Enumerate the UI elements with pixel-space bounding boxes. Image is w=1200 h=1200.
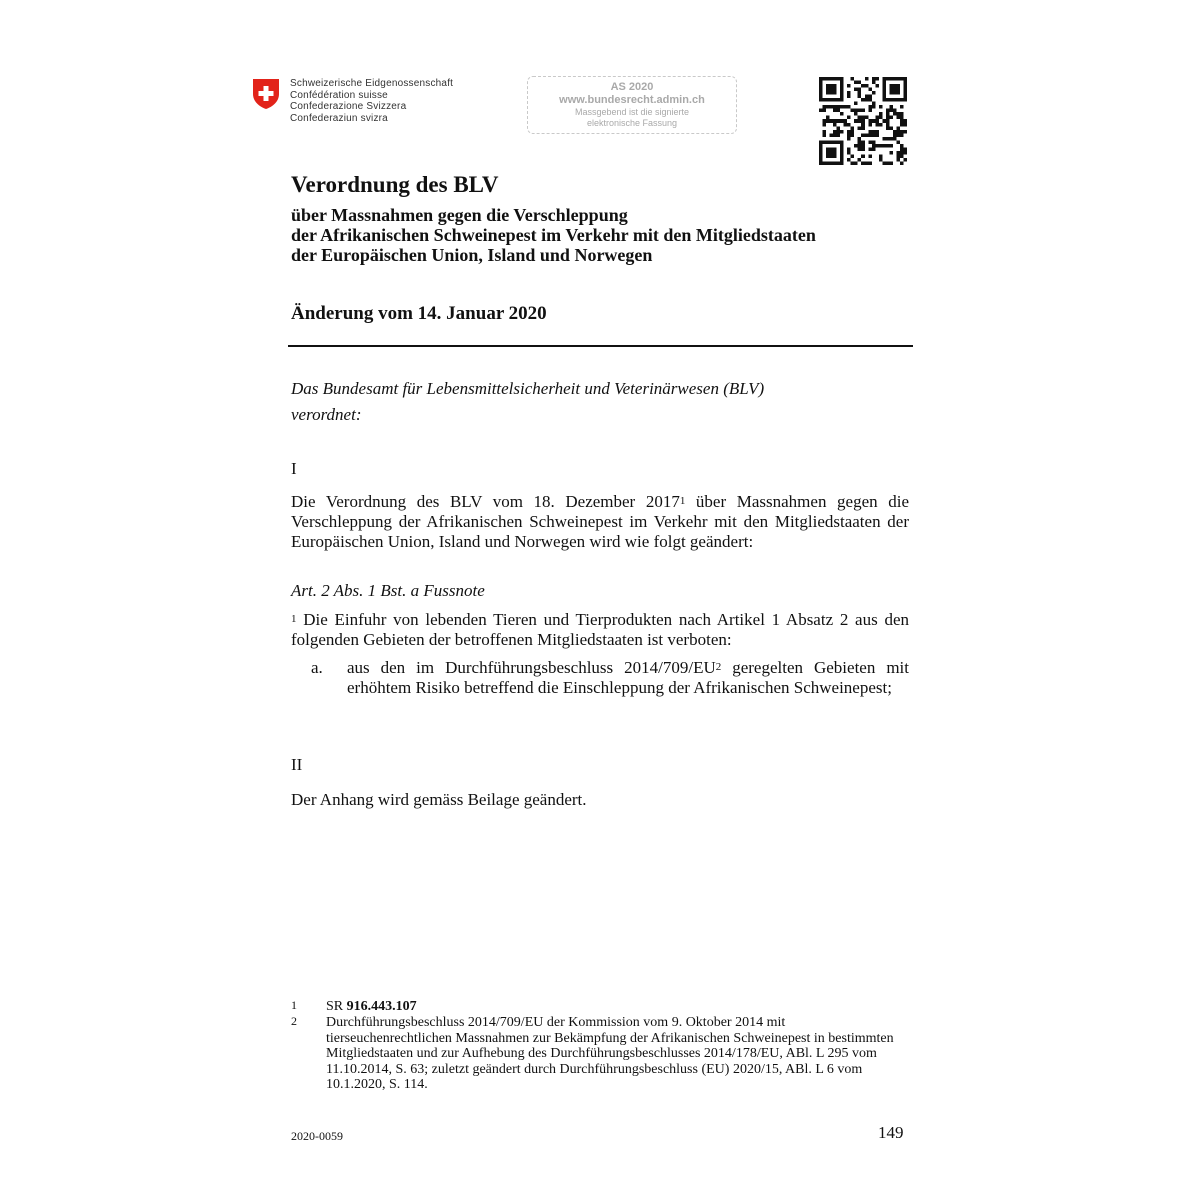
confederation-names (290, 78, 453, 124)
section-numeral-2: II (291, 755, 303, 774)
subtitle-line-2: der Afrikanischen Schweinepest im Verkehr mit den Mitgliedstaaten (291, 225, 816, 245)
footnote-marker-2[interactable]: 2 (715, 661, 722, 673)
subtitle-line-1: über Massnahmen gegen die Verschleppung (291, 205, 628, 225)
stamp-line-1: AS 2020 (610, 81, 654, 93)
subtitle-line-3: der Europäischen Union, Island und Norwegen (291, 245, 653, 265)
section-1-paragraph (291, 492, 909, 552)
footnote-1-sr-number[interactable]: 916.443.107 (346, 999, 417, 1014)
section-1-text-after: über Massnahmen gegen die Verschleppung der Afrikanischen Schweinepest im Verkehr mit den Mitgliedstaaten der Europäischen Union, Island und Norwegen wird wie folgt geändert: (291, 492, 910, 551)
footnote-2-number: 2 (291, 1014, 297, 1028)
article-paragraph-text: Die Einfuhr von lebenden Tieren und Tierprodukten nach Artikel 1 Absatz 2 aus den folgenden Gebieten der betroffenen Mitgliedstaaten ist verboten: (291, 610, 909, 649)
section-numeral-1: I (291, 459, 297, 478)
list-item-text-before: aus den im Durchführungsbeschluss 2014/709/EU (347, 658, 716, 677)
preamble (291, 376, 911, 428)
section-1-text-before: Die Verordnung des BLV vom 18. Dezember 2017 (291, 492, 680, 511)
document-subtitle (291, 205, 931, 265)
list-item-letter: a. (311, 658, 323, 677)
footnote-2-text: Durchführungsbeschluss 2014/709/EU der Kommission vom 9. Oktober 2014 mit tierseuchenrechtlichen Massnahmen zur Bekämpfung der Afrikanischen Schweinepest in bestimmten Mitgliedstaaten und zur Aufhebung des Durchführungsbeschlusses 2014/178/EU, ABl. L 295 vom 11.10.2014, S. 63; zuletzt geändert durch Durchführungsbeschluss (EU) 2020/15, ABl. L 6 vom 10.1.2020, S. 114. (326, 1015, 894, 1092)
footnote-1-number: 1 (291, 998, 297, 1012)
article-paragraph (291, 610, 909, 650)
preamble-line-1: Das Bundesamt für Lebensmittelsicherheit und Veterinärwesen (BLV) (291, 379, 765, 398)
preamble-line-2: verordnet: (291, 405, 362, 424)
stamp-line-2: www.bundesrecht.admin.ch (559, 94, 705, 106)
amendment-date: Änderung vom 14. Januar 2020 (291, 303, 547, 324)
document-id: 2020-0059 (291, 1129, 343, 1143)
list-item-text-after: geregelten Gebieten mit erhöhtem Risiko betreffend die Einschleppung der Afrikanischen Schweinepest; (347, 658, 909, 697)
conf-name-de: Schweizerische Eidgenossenschaft (290, 78, 454, 89)
swiss-cross-shield-icon (252, 78, 280, 110)
paragraph-marker: 1 (291, 613, 297, 625)
conf-name-rm: Confederaziun svizra (290, 112, 388, 124)
qr-code-icon (818, 77, 908, 165)
title-divider (288, 345, 913, 347)
list-item-text (347, 658, 909, 698)
section-2-paragraph: Der Anhang wird gemäss Beilage geändert. (291, 790, 587, 809)
conf-name-it: Confederazione Svizzera (290, 101, 407, 112)
footnote-1-prefix: SR (326, 999, 347, 1014)
footnote-marker-1[interactable]: 1 (679, 495, 686, 507)
page-number: 149 (878, 1123, 904, 1142)
stamp-line-3: Massgebend ist die signierte (574, 107, 690, 117)
as-stamp (527, 76, 737, 134)
conf-name-fr: Confédération suisse (290, 89, 388, 101)
article-reference: Art. 2 Abs. 1 Bst. a Fussnote (291, 581, 485, 600)
stamp-line-4: elektronische Fassung (586, 118, 678, 128)
footnote-1-text (326, 999, 911, 1015)
document-title: Verordnung des BLV (291, 172, 499, 197)
